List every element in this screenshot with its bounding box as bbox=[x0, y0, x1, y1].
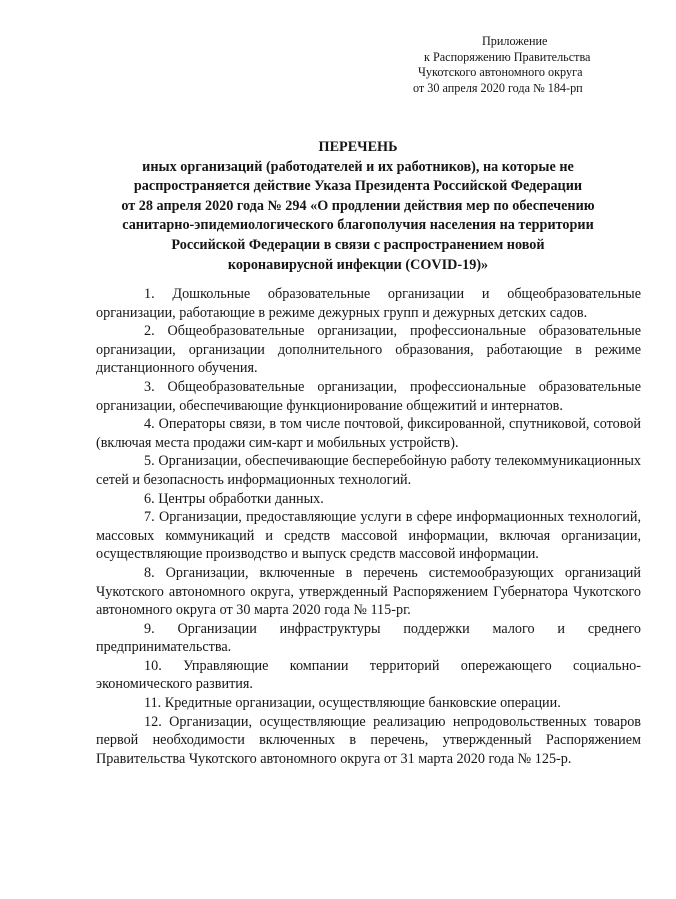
appendix-line-2: к Распоряжению Правительства bbox=[424, 49, 591, 64]
document-title bbox=[70, 138, 646, 275]
organizations-list bbox=[96, 285, 641, 768]
list-item: 3. Общеобразовательные организации, профессиональные образовательные организации, обеспечивающие функционирование общежитий и интернатов. bbox=[96, 378, 641, 414]
list-item: 10. Управляющие компании территорий опережающего социально-экономического развития. bbox=[96, 657, 641, 693]
title-heading: ПЕРЕЧЕНЬ bbox=[318, 139, 398, 155]
list-item: 4. Операторы связи, в том числе почтовой, фиксированной, спутниковой, сотовой (включая места продажи сим-карт и мобильных устройств). bbox=[96, 416, 641, 451]
list-item: 2. Общеобразовательные организации, профессиональные образовательные организации, организации дополнительного образования, работающие в режиме дистанционного обучения. bbox=[96, 323, 641, 377]
list-item: 6. Центры обработки данных. bbox=[144, 490, 324, 507]
appendix-line-3: Чукотского автономного округа bbox=[418, 65, 583, 80]
list-item: 7. Организации, предоставляющие услуги в сфере информационных технологий, массовых коммуникаций и средств массовой информации, включая организации, осуществляющие производство и выпуск средств массовой информации. bbox=[96, 509, 641, 563]
title-line: коронавирусной инфекции (COVID-19)» bbox=[227, 256, 489, 273]
list-item: 1. Дошкольные образовательные организации и общеобразовательные организации, работающие в режиме дежурных групп и дежурных детских садов. bbox=[96, 286, 641, 321]
appendix-block bbox=[380, 34, 670, 96]
title-line: распространяется действие Указа Президента Российской Федерации bbox=[133, 178, 583, 195]
list-item: 8. Организации, включенные в перечень системообразующих организаций Чукотского автономного округа, утвержденный Распоряжением Губернатора Чукотского автономного округа от 30 марта 2020 года № 115-рг. bbox=[96, 564, 641, 619]
title-line: Российской Федерации в связи с распространением новой bbox=[171, 236, 545, 253]
title-line: иных организаций (работодателей и их работников), на которые не bbox=[142, 158, 574, 175]
appendix-line-4: от 30 апреля 2020 года № 184-рп bbox=[413, 80, 583, 95]
appendix-line-1: Приложение bbox=[482, 34, 548, 48]
title-line: санитарно-эпидемиологического благополучия населения на территории bbox=[122, 217, 594, 234]
title-line: от 28 апреля 2020 года № 294 «О продлении действия мер по обеспечению bbox=[121, 197, 595, 214]
list-item: 5. Организации, обеспечивающие бесперебойную работу телекоммуникационных сетей и безопасность информационных технологий. bbox=[96, 453, 641, 488]
list-item: 12. Организации, осуществляющие реализацию непродовольственных товаров первой необходимости включенных в перечень, утвержденный Распоряжением Правительства Чукотского автономного округа от 31 марта 2020 года № 125-р. bbox=[96, 713, 641, 767]
list-item: 11. Кредитные организации, осуществляющие банковские операции. bbox=[144, 695, 561, 712]
list-item: 9. Организации инфраструктуры поддержки малого и среднего предпринимательства. bbox=[96, 620, 641, 656]
